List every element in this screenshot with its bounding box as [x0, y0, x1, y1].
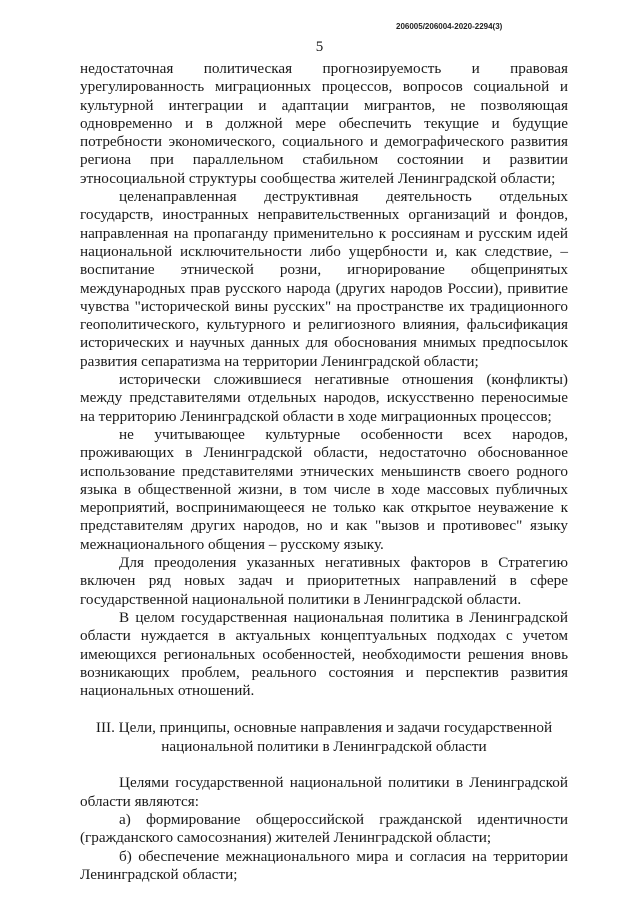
- paragraph-destructive-activity: целенаправленная деструктивная деятельность отдельных государств, иностранных неправительственных организаций и фондов, направленная на пропаганду применительно к россиянам и русским идей национальной исключительности либо ущербности и, как следствие, – воспитание этнической розни, игнорирование общепринятых международных прав русского народа (других народов России), привитие чувства "исторической вины русских" на пространстве их традиционного геополитического, культурного и религиозного влияния, фальсификация исторических и научных данных для обоснования мнимых предпосылок развития сепаратизма на территории Ленинградской области;: [80, 188, 568, 370]
- page-number: 5: [315, 39, 324, 55]
- paragraph-language-use: не учитывающее культурные особенности всех народов, проживающих в Ленинградской области, недостаточно обоснованное использование представителями этнических меньшинств своего родного языка в общественной жизни, в том числе в ходе массовых публичных мероприятий, воспринимающееся не только как открытое неуважение к представителям других народов, но и как "вызов и противовес" языку межнационального общения – русскому языку.: [80, 425, 568, 553]
- section-heading-line-1: III. Цели, принципы, основные направления и задачи государственной: [95, 719, 553, 737]
- goals-intro: Целями государственной национальной политики в Ленинградской области являются:: [80, 774, 568, 810]
- paragraph-historical-conflicts: исторически сложившиеся негативные отношения (конфликты) между представителями отдельных народов, искусственно переносимые на территорию Ленинградской области в ходе миграционных процессов;: [80, 371, 568, 425]
- paragraph-conceptual-approaches: В целом государственная национальная политика в Ленинградской области нуждается в актуальных концептуальных подходах с учетом имеющихся региональных особенностей, необходимости решения вновь возникающих проблем, реального состояния и перспектив развития национальных отношений.: [80, 608, 568, 700]
- document-body: [80, 60, 568, 884]
- goal-item-a: а) формирование общероссийской гражданской идентичности (гражданского самосознания) жителей Ленинградской области;: [80, 810, 568, 847]
- document-registration-number: 206005/206004-2020-2294(3): [396, 22, 503, 31]
- goal-item-b: б) обеспечение межнационального мира и согласия на территории Ленинградской области;: [80, 847, 568, 883]
- paragraph-migration-issues: недостаточная политическая прогнозируемость и правовая урегулированность миграционных процессов, вопросов социальной и культурной интеграции и адаптации мигрантов, не позволяющая одновременно и в должной мере обеспечить текущие и будущие потребности экономического, социального и демографического развития региона при параллельном стабильном состоянии и развитии этносоциальной структуры сообщества жителей Ленинградской области;: [80, 60, 568, 187]
- section-heading-line-2: национальной политики в Ленинградской области: [161, 738, 487, 756]
- paragraph-strategy-tasks: Для преодоления указанных негативных факторов в Стратегию включен ряд новых задач и приоритетных направлений в сфере государственной национальной политики в Ленинградской области.: [80, 554, 568, 608]
